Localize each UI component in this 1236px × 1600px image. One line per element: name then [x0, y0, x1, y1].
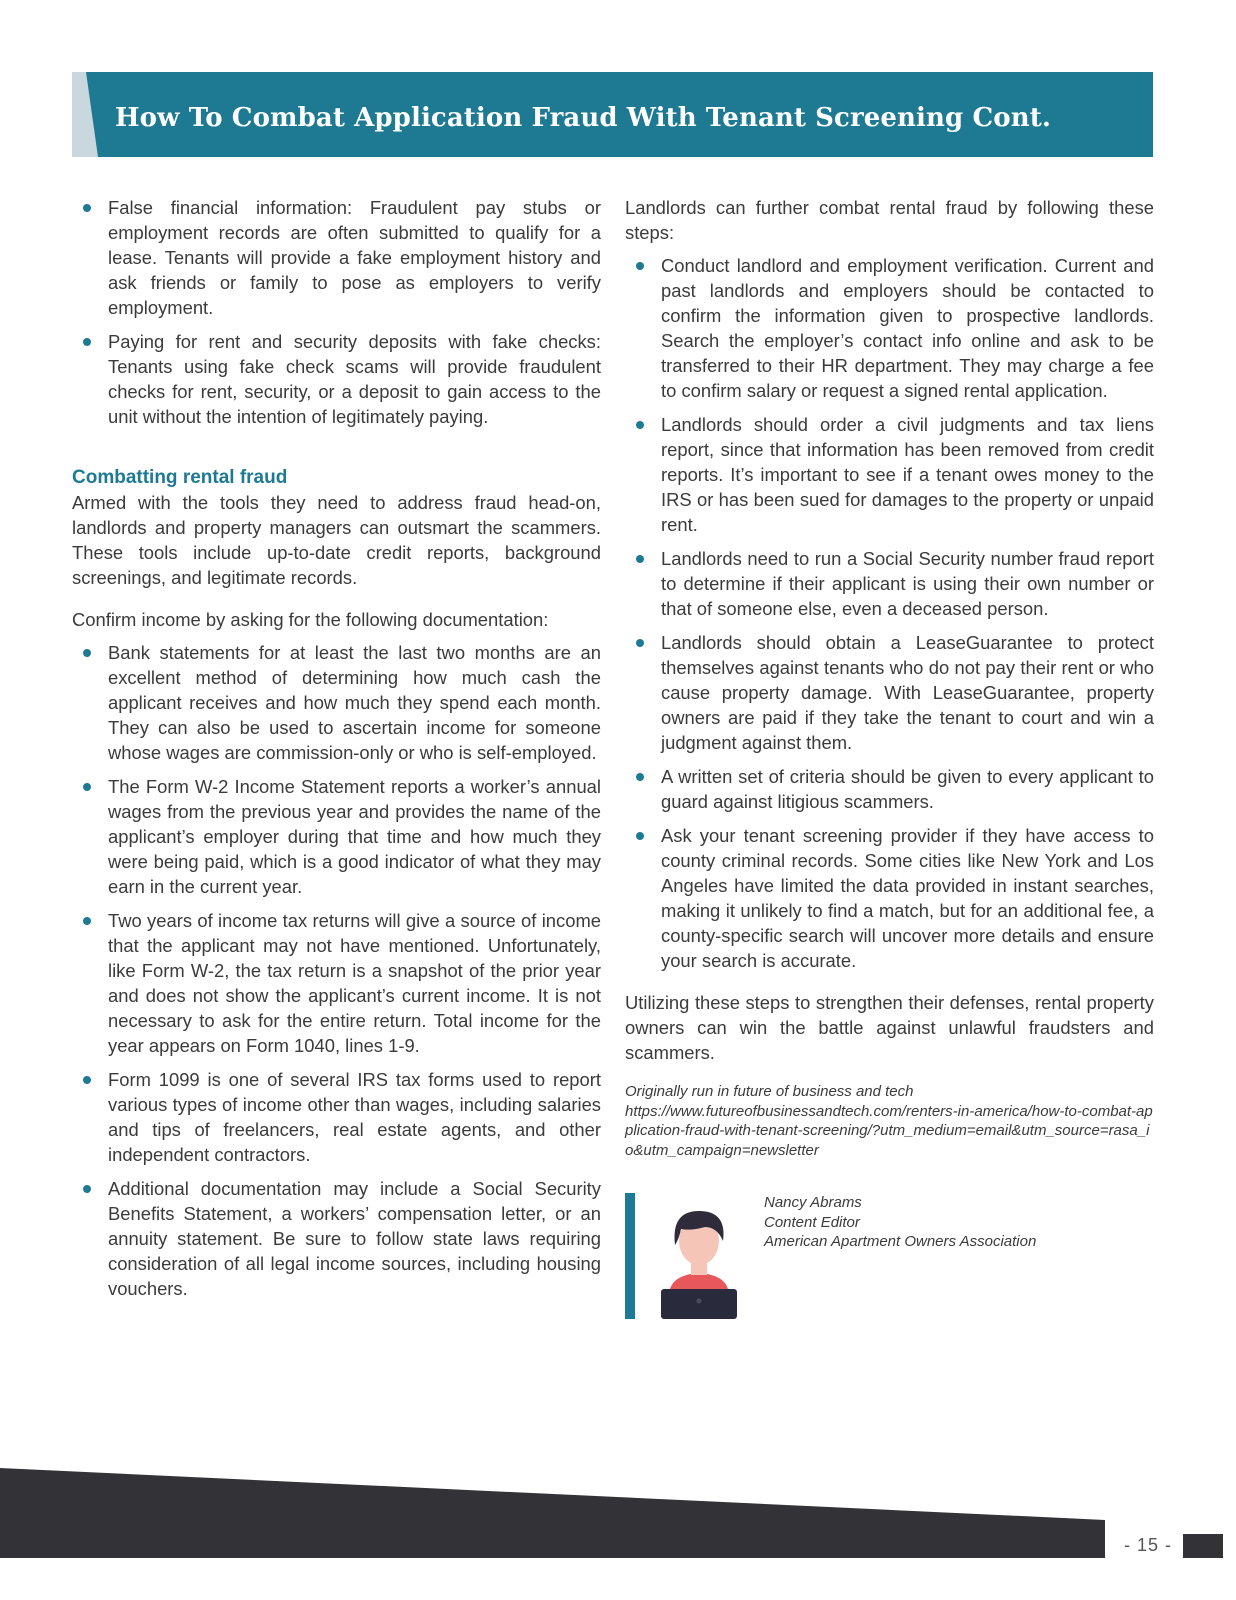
section-heading: Combatting rental fraud [72, 467, 288, 488]
list-item: Landlords should order a civil judgments and tax liens report, since that information has been removed from credit reports. It’s important to see if a tenant owes money to the IRS or has been sued for damages to the property or unpaid rent. [625, 412, 1154, 537]
list-item: A written set of criteria should be given to every applicant to guard against litigious scammers. [625, 764, 1154, 814]
author-organization: American Apartment Owners Association [764, 1233, 1037, 1250]
author-info [764, 1193, 1036, 1252]
title-banner [72, 72, 1153, 157]
steps-intro: Landlords can further combat rental fraud by following these steps: [625, 197, 1154, 243]
list-item: Two years of income tax returns will give a source of income that the applicant may not have mentioned. Unfortunately, like Form W-2, the tax return is a snapshot of the prior year and does not show the applicant’s current income. It is not necessary to ask for the entire return. Total income for the year appears on Form 1040, lines 1-9. [72, 908, 601, 1058]
list-item: Landlords should obtain a LeaseGuarantee to protect themselves against tenants who do not pay their rent or who cause property damage. With LeaseGuarantee, property owners are paid if they take the tenant to court and win a judgment against them. [625, 630, 1154, 755]
steps-list [625, 253, 1154, 973]
author-accent-bar [625, 1193, 635, 1319]
right-column [625, 195, 1154, 1323]
list-item: The Form W-2 Income Statement reports a worker’s annual wages from the previous year and provides the name of the applicant’s employer during that time and how much they were being paid, which is a good indicator of what they may earn in the current year. [72, 774, 601, 899]
list-item: Landlords need to run a Social Security number fraud report to determine if their applicant is using their own number or that of someone else, even a deceased person. [625, 546, 1154, 621]
list-item: Paying for rent and security deposits with fake checks: Tenants using fake check scams will provide fraudulent checks for rent, security, or a deposit to gain access to the unit without the intention of legitimately paying. [72, 329, 601, 429]
footer-band [0, 1468, 1105, 1558]
list-item: Additional documentation may include a Social Security Benefits Statement, a workers’ compensation letter, or an annuity statement. Be sure to follow state laws requiring consideration of all legal income sources, including housing vouchers. [72, 1176, 601, 1301]
person-at-laptop-icon [647, 1201, 751, 1319]
list-item: Ask your tenant screening provider if they have access to county criminal records. Some cities like New York and Los Angeles have limited the data provided in instant searches, making it unlikely to find a match, but for an additional fee, a county-specific search will uncover more details and ensure your search is accurate. [625, 823, 1154, 973]
list-item: Form 1099 is one of several IRS tax forms used to report various types of income other than wages, including salaries and tips of freelancers, real estate agents, and other independent contractors. [72, 1067, 601, 1167]
conclusion-paragraph: Utilizing these steps to strengthen their defenses, rental property owners can win the battle against unlawful fraudsters and scammers. [625, 992, 1154, 1063]
list-item: Bank statements for at least the last two months are an excellent method of determining how much cash the applicant receives and how much they spend each month. They can also be used to ascertain income for someone whose wages are commission-only or who is self-employed. [72, 640, 601, 765]
source-url[interactable]: https://www.futureofbusinessandtech.com/renters-in-america/how-to-combat-application-fraud-with-tenant-screening/?utm_medium=email&utm_source=rasa_io&utm_campaign=newsletter [625, 1102, 1153, 1159]
page-title: How To Combat Application Fraud With Tenant Screening Cont. [115, 103, 1051, 133]
author-role: Content Editor [764, 1213, 860, 1231]
list-item: Conduct landlord and employment verification. Current and past landlords and employers should be contacted to confirm the information given to prospective landlords. Search the employer’s contact info online and ask to be transferred to their HR department. They may charge a fee to confirm salary or request a signed rental application. [625, 253, 1154, 403]
footer-page-tab [1183, 1534, 1223, 1558]
author-block [625, 1193, 1154, 1323]
author-name: Nancy Abrams [764, 1194, 862, 1211]
banner-accent-stripe [72, 72, 98, 157]
left-column [72, 195, 601, 1318]
source-citation [625, 1082, 1154, 1160]
source-line: Originally run in future of business and tech [625, 1083, 914, 1100]
income-intro: Confirm income by asking for the following documentation: [72, 609, 549, 630]
fraud-types-list [72, 195, 601, 429]
list-item: False financial information: Fraudulent pay stubs or employment records are often submitted to qualify for a lease. Tenants will provide a fake employment history and ask friends or family to pose as employers to verify employment. [72, 195, 601, 320]
section-paragraph: Armed with the tools they need to address fraud head-on, landlords and property managers can outsmart the scammers. These tools include up-to-date credit reports, background screenings, and legitimate records. [72, 492, 601, 588]
income-documents-list [72, 640, 601, 1301]
page-number: - 15 - [1124, 1535, 1173, 1555]
